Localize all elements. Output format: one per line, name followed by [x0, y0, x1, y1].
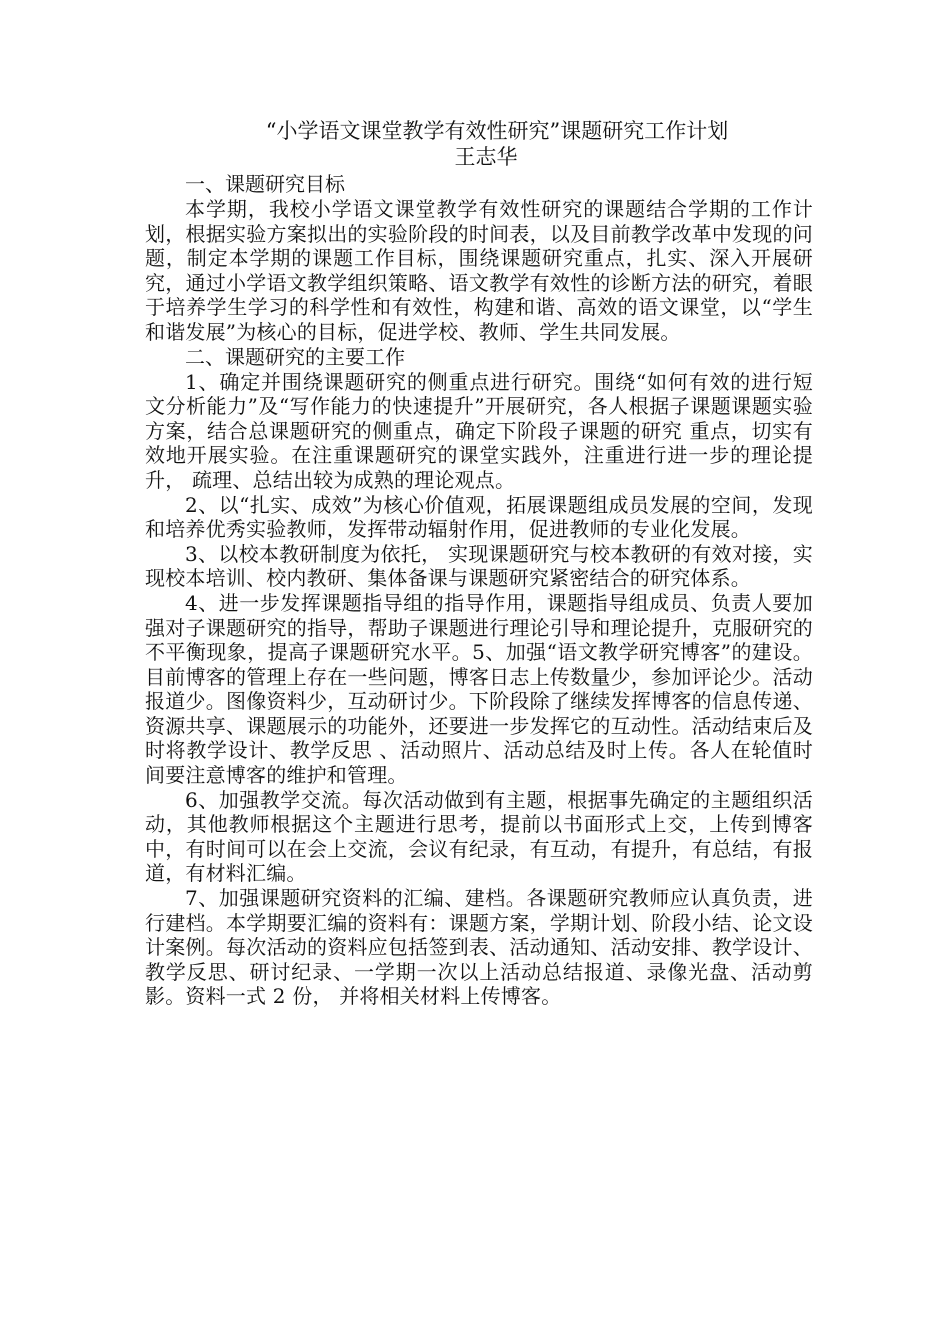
document-title: “小学语文课堂教学有效性研究”课题研究工作计划	[265, 119, 729, 143]
document-author: 王志华	[454, 145, 518, 169]
section-heading: 一、课题研究目标	[185, 172, 345, 196]
paragraph-item-4-5: 4、进一步发挥课题指导组的指导作用，课题指导组成员、负责人要加强对子课题研究的指导，帮助子课题进行理论引导和理论提升，克服研究的不平衡现象，提高子课题研究水平。5、加强“语文教学研究博客”的建设。目前博客的管理上存在一些问题，博客日志上传数量少，参加评论少。活动报道少。图像资料少，互动研讨少。下阶段除了继续发挥博客的信息传递、资源共享、课题展示的功能外，还要进一步发挥它的互动性。活动结束后及时将教学设计、教学反思 、活动照片、活动总结及时上传。各人在轮值时间要注意博客的维护和管理。	[145, 590, 813, 788]
section-research-goals	[145, 172, 813, 345]
paragraph-item-1: 1、确定并围绕课题研究的侧重点进行研究。围绕“如何有效的进行短文分析能力”及“写作能力的快速提升”开展研究，各人根据子课题课题实验方案，结合总课题研究的侧重点，确定下阶段子课题的研究 重点，切实有效地开展实验。在注重课题研究的课堂实践外，注重进行进一步的理论提升， 疏理、总结出较为成熟的理论观点。	[145, 369, 813, 492]
paragraph-item-6: 6、加强教学交流。每次活动做到有主题，根据事先确定的主题组织活动，其他教师根据这个主题进行思考，提前以书面形式上交，上传到博客中，有时间可以在会上交流，会议有纪录，有互动，有提升，有总结，有报道，有材料汇编。	[145, 787, 813, 886]
paragraph-item-3: 3、以校本教研制度为依托， 实现课题研究与校本教研的有效对接，实现校本培训、校内教研、集体备课与课题研究紧密结合的研究体系。	[145, 541, 813, 591]
section-main-work	[145, 345, 813, 1009]
paragraph: 本学期，我校小学语文课堂教学有效性研究的课题结合学期的工作计划，根据实验方案拟出的实验阶段的时间表，以及目前教学改革中发现的问题，制定本学期的课题工作目标，围绕课题研究重点，扎实、深入开展研究，通过小学语文教学组织策略、语文教学有效性的诊断方法的研究，着眼于培养学生学习的科学性和有效性，构建和谐、高效的语文课堂，以“学生和谐发展”为核心的目标，促进学校、教师、学生共同发展。	[145, 197, 813, 344]
section-heading: 二、课题研究的主要工作	[185, 344, 405, 369]
paragraph-item-7: 7、加强课题研究资料的汇编、建档。各课题研究教师应认真负责，进行建档。本学期要汇编的资料有：课题方案，学期计划、阶段小结、论文设计案例。每次活动的资料应包括签到表、活动通知、活动安排、教学设计、教学反思、研讨纪录、一学期一次以上活动总结报道、录像光盘、活动剪影。资料一式 2 份， 并将相关材料上传博客。	[145, 886, 813, 1009]
document-page	[145, 118, 813, 1009]
paragraph-item-2: 2、以“扎实、成效”为核心价值观，拓展课题组成员发展的空间，发现和培养优秀实验教师，发挥带动辐射作用，促进教师的专业化发展。	[145, 492, 813, 542]
